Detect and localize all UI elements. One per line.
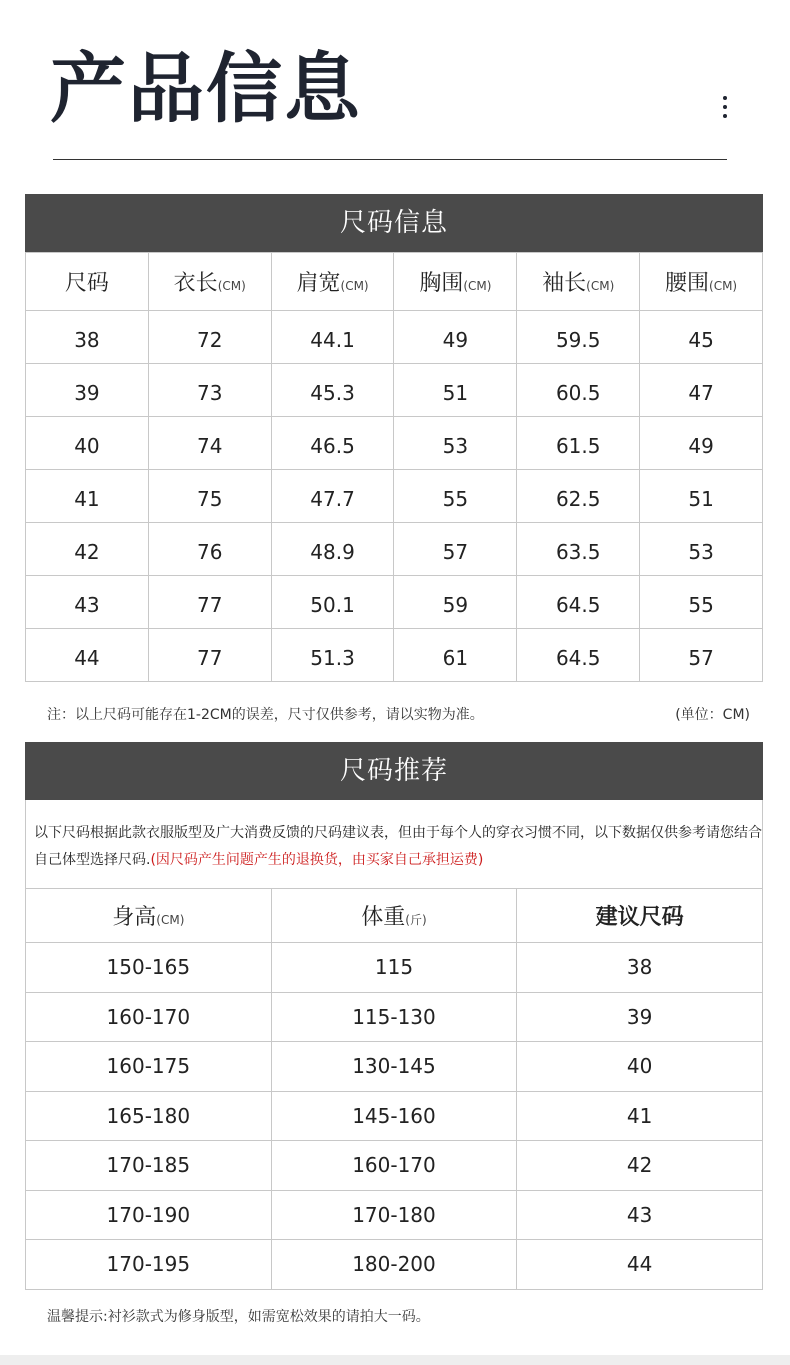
table-cell: 38 [26, 311, 149, 364]
table-row [26, 1240, 763, 1290]
table-cell: 145-160 [271, 1091, 517, 1141]
table-cell: 39 [517, 992, 763, 1042]
size-col-header: 袖长(CM) [517, 253, 640, 311]
table-cell: 47.7 [271, 470, 394, 523]
table-cell: 40 [26, 417, 149, 470]
table-cell: 55 [640, 576, 763, 629]
table-cell: 77 [148, 629, 271, 682]
table-cell: 49 [640, 417, 763, 470]
size-table-header-row [26, 253, 763, 311]
table-row [26, 364, 763, 417]
table-row [26, 943, 763, 993]
rec-col-header: 体重(斤) [271, 889, 517, 943]
table-cell: 73 [148, 364, 271, 417]
table-row [26, 1042, 763, 1092]
table-cell: 57 [640, 629, 763, 682]
table-cell: 61 [394, 629, 517, 682]
table-row [26, 470, 763, 523]
size-col-header: 腰围(CM) [640, 253, 763, 311]
table-cell: 72 [148, 311, 271, 364]
table-cell: 51 [640, 470, 763, 523]
return-warning: (因尺码产生问题产生的退换货，由买家自己承担运费) [150, 852, 484, 868]
table-cell: 115 [271, 943, 517, 993]
table-row [26, 992, 763, 1042]
table-cell: 60.5 [517, 364, 640, 417]
rec-col-header: 身高(CM) [26, 889, 272, 943]
table-cell: 61.5 [517, 417, 640, 470]
table-row [26, 1091, 763, 1141]
table-cell: 53 [640, 523, 763, 576]
table-cell: 44 [517, 1240, 763, 1290]
table-cell: 64.5 [517, 629, 640, 682]
size-info-header: 尺码信息 [25, 194, 763, 252]
table-cell: 42 [517, 1141, 763, 1191]
table-cell: 38 [517, 943, 763, 993]
table-row [26, 1141, 763, 1191]
table-cell: 44.1 [271, 311, 394, 364]
size-recommend-header: 尺码推荐 [25, 742, 763, 800]
table-cell: 43 [26, 576, 149, 629]
table-cell: 62.5 [517, 470, 640, 523]
table-cell: 170-190 [26, 1190, 272, 1240]
table-cell: 50.1 [271, 576, 394, 629]
table-row [26, 576, 763, 629]
table-cell: 76 [148, 523, 271, 576]
table-cell: 44 [26, 629, 149, 682]
table-cell: 115-130 [271, 992, 517, 1042]
table-cell: 41 [517, 1091, 763, 1141]
size-info-table [25, 252, 763, 682]
table-row [26, 311, 763, 364]
table-cell: 40 [517, 1042, 763, 1092]
table-cell: 48.9 [271, 523, 394, 576]
table-cell: 130-145 [271, 1042, 517, 1092]
table-cell: 160-170 [26, 992, 272, 1042]
size-note: 注：以上尺码可能存在1-2CM的误差，尺寸仅供参考，请以实物为准。 [47, 707, 484, 723]
size-col-header: 肩宽(CM) [271, 253, 394, 311]
table-row [26, 417, 763, 470]
table-cell: 160-170 [271, 1141, 517, 1191]
size-col-header: 胸围(CM) [394, 253, 517, 311]
table-cell: 165-180 [26, 1091, 272, 1141]
table-cell: 180-200 [271, 1240, 517, 1290]
table-row [26, 629, 763, 682]
table-cell: 39 [26, 364, 149, 417]
table-cell: 170-185 [26, 1141, 272, 1191]
table-row [26, 523, 763, 576]
size-col-header: 衣长(CM) [148, 253, 271, 311]
table-cell: 74 [148, 417, 271, 470]
table-cell: 53 [394, 417, 517, 470]
table-cell: 77 [148, 576, 271, 629]
table-cell: 170-180 [271, 1190, 517, 1240]
table-cell: 59.5 [517, 311, 640, 364]
table-cell: 55 [394, 470, 517, 523]
table-cell: 45.3 [271, 364, 394, 417]
table-cell: 170-195 [26, 1240, 272, 1290]
table-row [26, 1190, 763, 1240]
recommend-description: 以下尺码根据此款衣服版型及广大消费反馈的尺码建议表，但由于每个人的穿衣习惯不同，以下数据仅供参考请您结合自己体型选择尺码.(因尺码产生问题产生的退换货，由买家自己承担运费) [25, 800, 763, 888]
title-divider [53, 159, 727, 160]
table-cell: 42 [26, 523, 149, 576]
rec-table-header-row [26, 889, 763, 943]
page-title: 产品信息 [50, 44, 362, 133]
unit-note: (单位：CM) [675, 707, 750, 723]
table-cell: 150-165 [26, 943, 272, 993]
table-cell: 51.3 [271, 629, 394, 682]
table-cell: 160-175 [26, 1042, 272, 1092]
table-cell: 45 [640, 311, 763, 364]
table-cell: 41 [26, 470, 149, 523]
rec-table-body [26, 943, 763, 1290]
table-cell: 64.5 [517, 576, 640, 629]
size-col-header: 尺码 [26, 253, 149, 311]
table-cell: 57 [394, 523, 517, 576]
size-recommend-table [25, 888, 763, 1290]
table-cell: 63.5 [517, 523, 640, 576]
table-cell: 43 [517, 1190, 763, 1240]
footer-band [0, 1355, 790, 1365]
more-vertical-icon[interactable] [718, 96, 732, 124]
size-table-body [26, 311, 763, 682]
table-cell: 47 [640, 364, 763, 417]
rec-col-header: 建议尺码 [517, 889, 763, 943]
table-cell: 59 [394, 576, 517, 629]
table-cell: 75 [148, 470, 271, 523]
table-cell: 49 [394, 311, 517, 364]
table-cell: 51 [394, 364, 517, 417]
table-cell: 46.5 [271, 417, 394, 470]
fit-tip: 温馨提示:衬衫款式为修身版型，如需宽松效果的请拍大一码。 [47, 1309, 430, 1325]
